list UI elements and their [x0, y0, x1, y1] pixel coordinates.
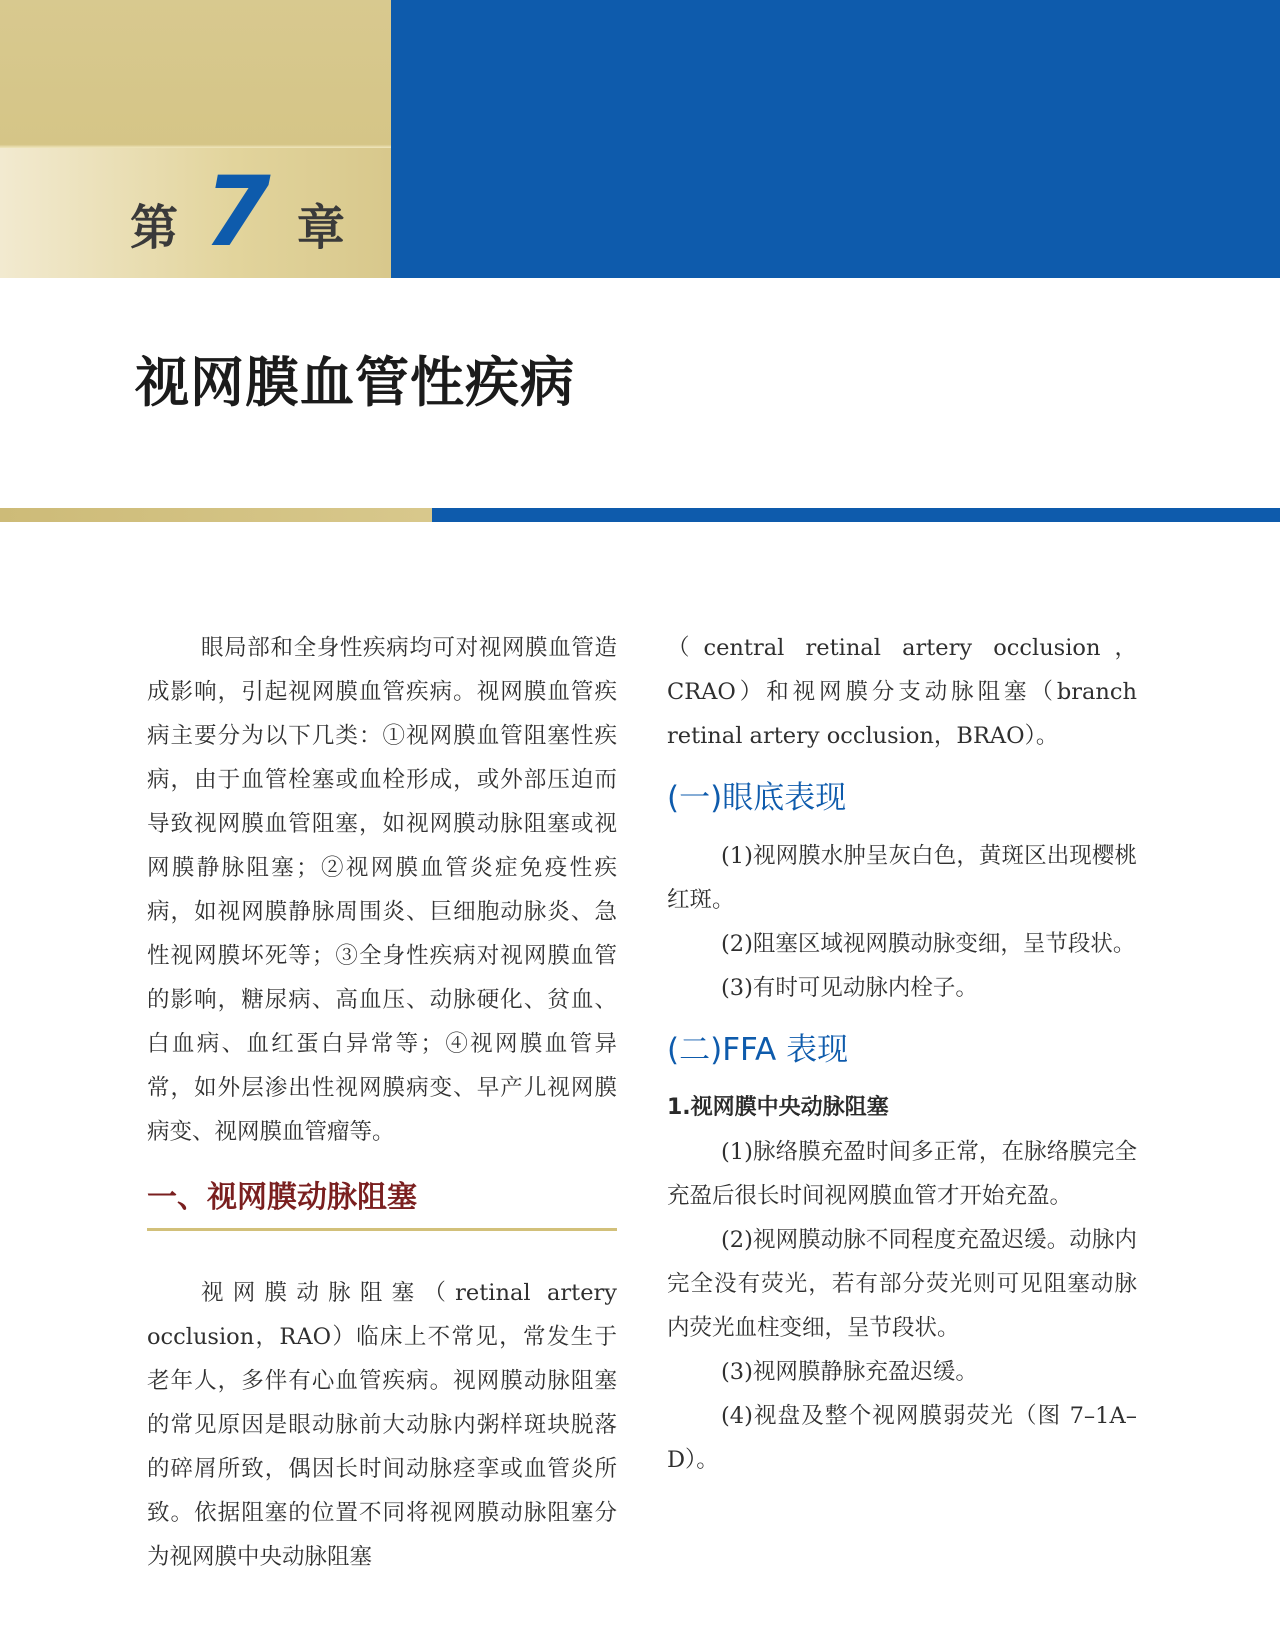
fundus-item: (1)视网膜水肿呈灰白色，黄斑区出现樱桃红斑。 — [667, 843, 1137, 913]
chapter-number: 7 — [204, 156, 271, 268]
ffa-item: (1)脉络膜充盈时间多正常，在脉络膜完全充盈后很长时间视网膜血管才开始充盈。 — [667, 1139, 1137, 1209]
divider-blue — [432, 508, 1280, 522]
continued-paragraph: （central retinal artery occlusion，CRAO）和视网膜分支动脉阻塞（branch retinal artery occlusion，BRAO）。 — [667, 635, 1137, 749]
right-column — [667, 626, 1137, 1482]
subsection-heading-fundus: (一)眼底表现 — [667, 780, 847, 816]
chapter-title: 视网膜血管性疾病 — [135, 351, 575, 414]
header-blue-panel — [391, 0, 1280, 278]
divider-gold — [0, 508, 432, 522]
chapter-label — [130, 156, 345, 268]
fundus-item: (2)阻塞区域视网膜动脉变细，呈节段状。 — [721, 931, 1136, 957]
subsection-heading-ffa: (二)FFA 表现 — [667, 1032, 849, 1068]
left-column — [147, 626, 617, 1579]
intro-paragraph: 眼局部和全身性疾病均可对视网膜血管造成影响，引起视网膜血管疾病。视网膜血管疾病主要分为以下几类：①视网膜血管阻塞性疾病，由于血管栓塞或血栓形成，或外部压迫而导致视网膜血管阻塞，如视网膜动脉阻塞或视网膜静脉阻塞；②视网膜血管炎症免疫性疾病，如视网膜静脉周围炎、巨细胞动脉炎、急性视网膜坏死等；③全身性疾病对视网膜血管的影响，糖尿病、高血压、动脉硬化、贫血、白血病、血红蛋白异常等；④视网膜血管异常，如外层渗出性视网膜病变、早产儿视网膜病变、视网膜血管瘤等。 — [147, 635, 617, 1145]
ffa-item: (4)视盘及整个视网膜弱荧光（图 7–1A–D）。 — [667, 1403, 1137, 1473]
chapter-suffix: 章 — [296, 200, 345, 256]
minor-heading-crao: 1.视网膜中央动脉阻塞 — [667, 1095, 889, 1120]
section-paragraph: 视网膜动脉阻塞（retinal artery occlusion，RAO）临床上不常见，常发生于老年人，多伴有心血管疾病。视网膜动脉阻塞的常见原因是眼动脉前大动脉内粥样斑块脱落的碎屑所致，偶因长时间动脉痉挛或血管炎所致。依据阻塞的位置不同将视网膜动脉阻塞分为视网膜中央动脉阻塞 — [147, 1280, 617, 1570]
ffa-item: (3)视网膜静脉充盈迟缓。 — [721, 1359, 978, 1385]
section-heading: 一、视网膜动脉阻塞 — [147, 1176, 617, 1231]
chapter-prefix: 第 — [130, 200, 179, 256]
ffa-item: (2)视网膜动脉不同程度充盈迟缓。动脉内完全没有荧光，若有部分荧光则可见阻塞动脉内荧光血柱变细，呈节段状。 — [667, 1227, 1137, 1341]
fundus-item: (3)有时可见动脉内栓子。 — [721, 975, 978, 1001]
